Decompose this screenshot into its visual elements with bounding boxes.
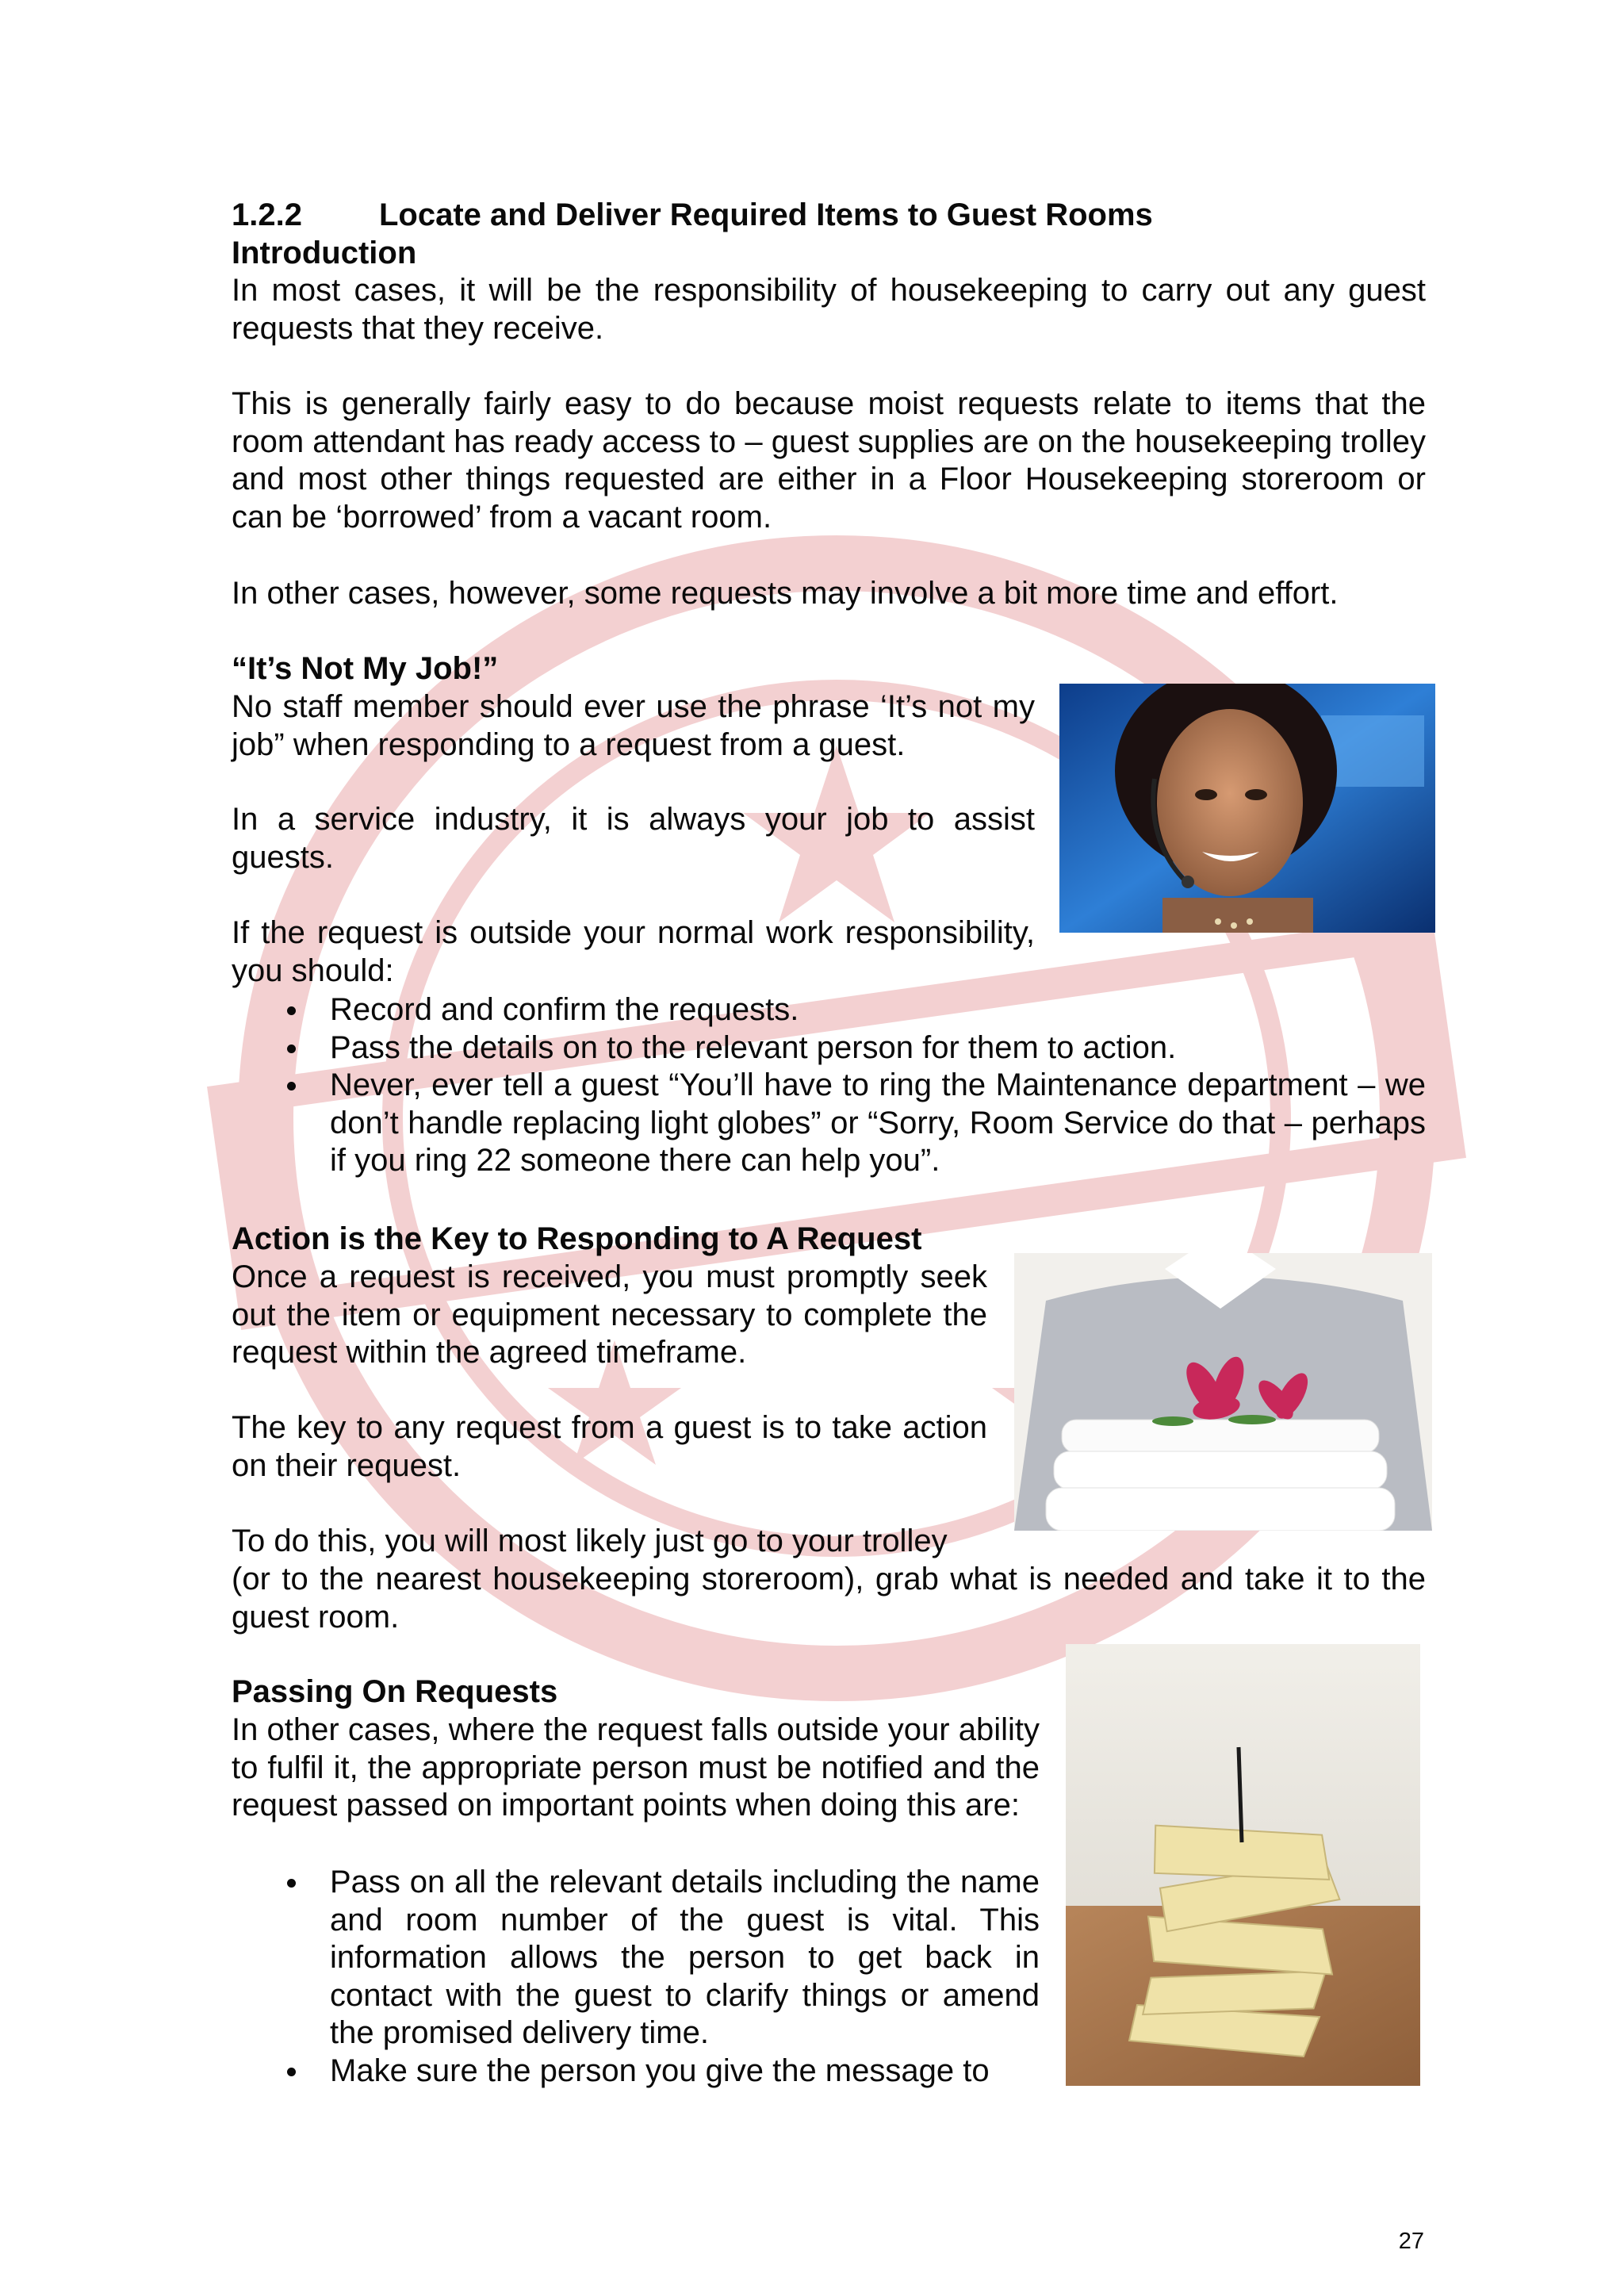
intro-heading: Introduction [232, 236, 417, 270]
action-paragraph-3b: (or to the nearest housekeeping storeroom), grab what is needed and take it to the guest room. [232, 1562, 1426, 1635]
not-my-job-heading: “It’s Not My Job!” [232, 651, 499, 686]
list-item: Never, ever tell a guest “You’ll have to ring the Maintenance department – we don’t handle replacing light globes” or “Sorry, Room Service do that – perhaps if you ring 22 someone there can help you”. [232, 1067, 1426, 1180]
intro-paragraph-2: This is generally fairly easy to do because moist requests relate to items that the room attendant has ready access to – guest supplies are on the housekeeping trolley and most other things requested are either in a Floor Housekeeping storeroom or can be ‘borrowed’ from a vacant room. [232, 386, 1426, 535]
section-number: 1.2.2 [232, 197, 302, 232]
page-number: 27 [1398, 2229, 1424, 2254]
passing-paragraph-1: In other cases, where the request falls outside your ability to fulfil it, the appropriate person must be notified and the request passed on important points when doing this are: [232, 1712, 1040, 1823]
intro-paragraph-3: In other cases, however, some requests may involve a bit more time and effort. [232, 576, 1339, 611]
list-item: Make sure the person you give the message to [232, 2053, 1040, 2091]
not-my-job-paragraph-2: In a service industry, it is always your job to assist guests. [232, 802, 1035, 875]
action-paragraph-2: The key to any request from a guest is to take action on their request. [232, 1410, 987, 1483]
passing-heading: Passing On Requests [232, 1674, 558, 1709]
call-center-agent-photo [1059, 684, 1435, 933]
passing-bullet-list [232, 1864, 1040, 2090]
list-item: Pass on all the relevant details including the name and room number of the guest is vital. This information allows the person to get back in contact with the guest to clarify things or amend the promised delivery time. [232, 1864, 1040, 2053]
section-title: Locate and Deliver Required Items to Guest Rooms [379, 197, 1153, 232]
not-my-job-paragraph-3: If the request is outside your normal work responsibility, you should: [232, 915, 1035, 988]
list-item: Record and confirm the requests. [232, 991, 1426, 1029]
list-item: Pass the details on to the relevant person for them to action. [232, 1029, 1426, 1068]
action-heading: Action is the Key to Responding to A Request [232, 1221, 922, 1256]
not-my-job-paragraph-1: No staff member should ever use the phrase ‘It’s not my job” when responding to a request from a guest. [232, 689, 1035, 762]
housekeeper-towels-photo [1014, 1253, 1432, 1531]
message-spike-photo [1066, 1644, 1420, 2086]
intro-paragraph-1: In most cases, it will be the responsibility of housekeeping to carry out any guest requests that they receive. [232, 273, 1426, 346]
section-heading [232, 197, 1153, 235]
not-my-job-bullet-list [232, 991, 1426, 1180]
action-paragraph-3a: To do this, you will most likely just go to your trolley [232, 1524, 948, 1558]
action-paragraph-1: Once a request is received, you must promptly seek out the item or equipment necessary to complete the request within the agreed timeframe. [232, 1259, 987, 1370]
